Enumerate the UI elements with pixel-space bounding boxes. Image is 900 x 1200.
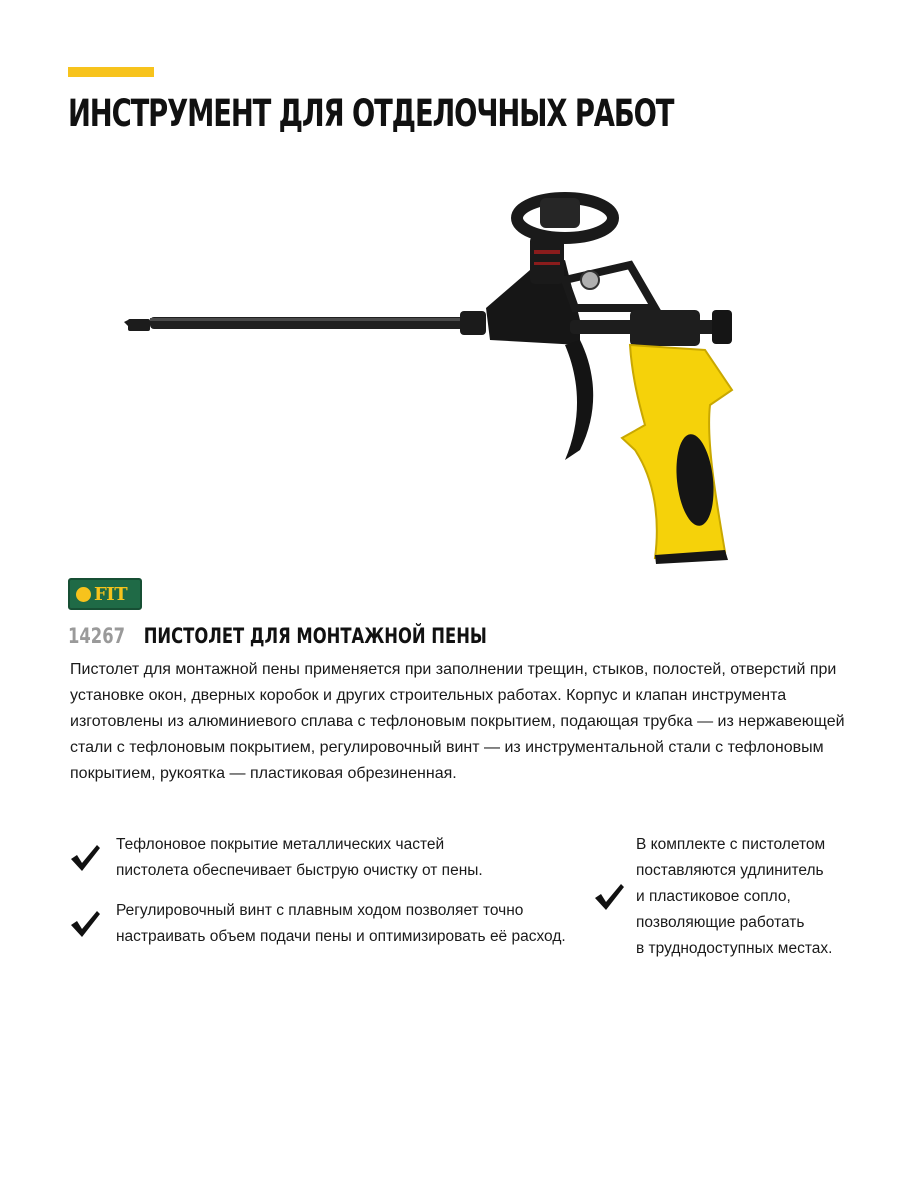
product-description: Пистолет для монтажной пены применяется при заполнении трещин, стыков, полостей, отверстий при установке окон, дверных коробок и других строительных работах. Корпус и клапан инструмента изготовлены из алюминиевого сплава с тефлоновым покрытием, подающая трубка — из нержавеющей стали с тефлоновым покрытием, регулировочный винт — из инструментальной стали с тефлоновым покрытием, рукоятка — пластиковая обрезиненная. bbox=[70, 661, 845, 782]
page-title: ИНСТРУМЕНТ ДЛЯ ОТДЕЛОЧНЫХ РАБОТ bbox=[68, 92, 674, 135]
foam-gun-image bbox=[110, 180, 750, 570]
feature-text: Тефлоновое покрытие металлических частей пистолета обеспечивает быструю очистку от пены. bbox=[116, 836, 483, 879]
feature-item bbox=[592, 832, 846, 962]
feature-item bbox=[68, 832, 483, 884]
check-icon bbox=[592, 880, 626, 914]
feature-item bbox=[68, 898, 566, 950]
title-accent-bar bbox=[68, 67, 154, 77]
logo-emblem-icon bbox=[76, 587, 91, 602]
logo-text: FIT bbox=[94, 584, 128, 605]
product-name: ПИСТОЛЕТ ДЛЯ МОНТАЖНОЙ ПЕНЫ bbox=[143, 624, 487, 648]
check-icon bbox=[68, 841, 102, 875]
check-icon bbox=[68, 907, 102, 941]
product-heading bbox=[68, 624, 487, 648]
feature-text: В комплекте с пистолетом поставляются удлинитель и пластиковое сопло, позволяющие работать в труднодоступных местах. bbox=[636, 836, 833, 957]
fit-brand-logo bbox=[68, 578, 142, 610]
article-number: 14267 bbox=[68, 624, 125, 648]
feature-text: Регулировочный винт с плавным ходом позволяет точно настраивать объем подачи пены и оптимизировать её расход. bbox=[116, 902, 566, 945]
